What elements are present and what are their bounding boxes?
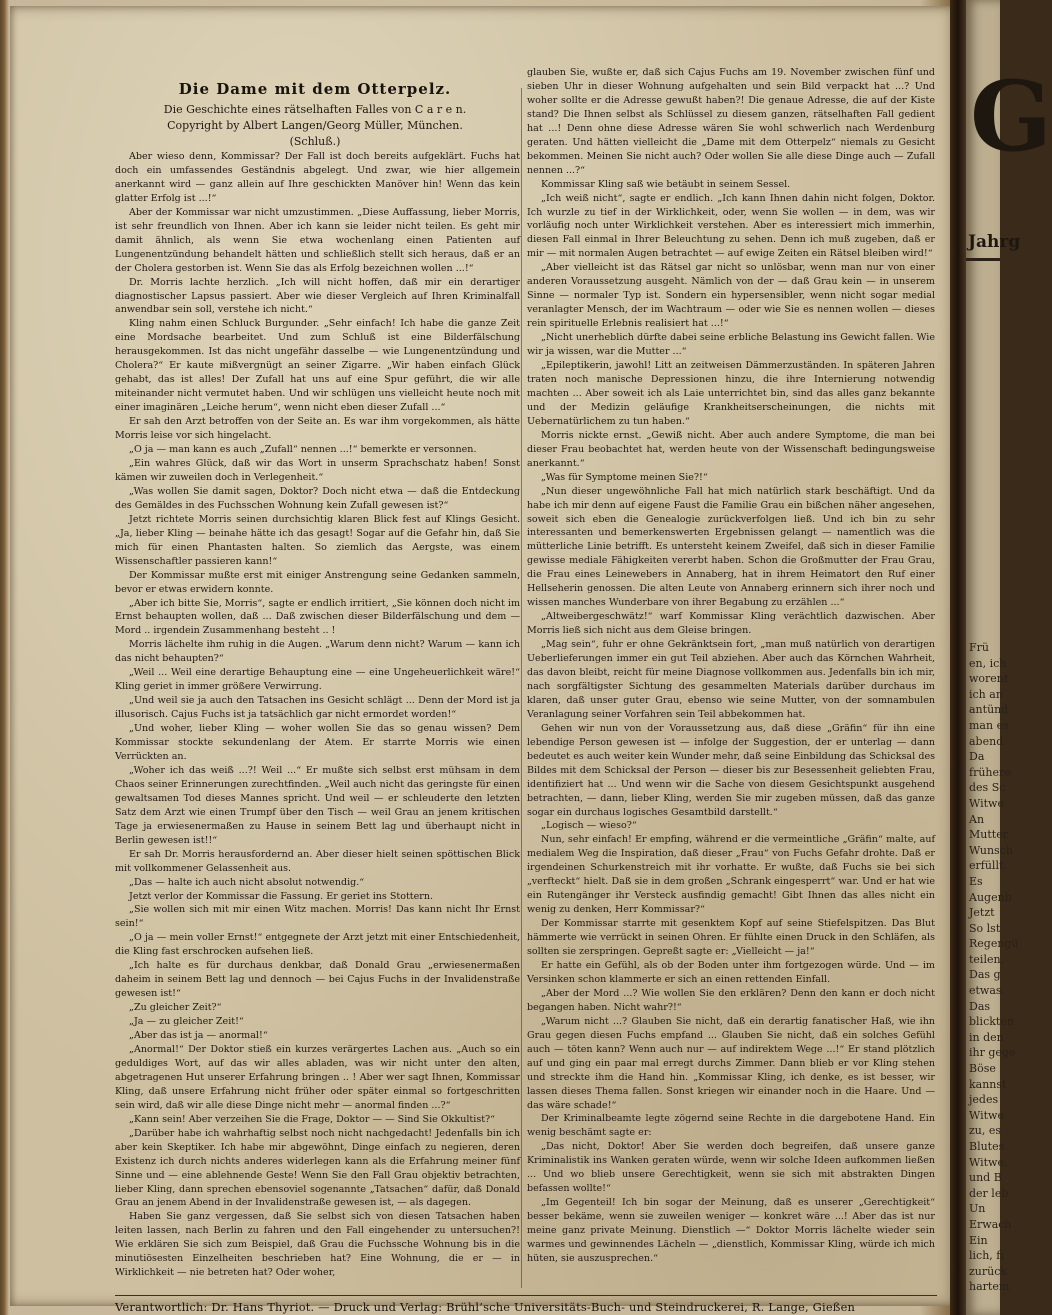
paragraph: Der Kommissar starrte mit gesenktem Kopf auf seine Stiefelspitzen. Das Blut hämmerte wie verrückt in seinen Ohren. Er fühlte einen Druck in den Schläfen, als sollten sie zerspringen. Gepreßt sagte er: „Vielleicht — ja!“ [527,918,935,958]
paragraph: „Weil ... Weil eine derartige Behauptung eine — eine Ungeheuerlichkeit wäre!“ Kling geriet in immer größere Verwirrung. [115,667,520,693]
paragraph: „Aber das ist ja — anormal!“ [129,1030,268,1042]
adjacent-page-line: der leb [969,1186,1009,1200]
adjacent-page-line: Jetzt [969,906,995,920]
adjacent-page-line: antünd [969,703,1009,717]
adjacent-page-line: des Sc [969,781,1006,795]
adjacent-page-line: kannst [969,1077,1007,1091]
paragraph: Er hatte ein Gefühl, als ob der Boden unter ihm fortgezogen würde. Und — im Versinken schon klammerte er sich an einen rettenden Einfall. [527,960,935,985]
paragraph: „Aber ich bitte Sie, Morris“, sagte er endlich irritiert, „Sie können doch nicht im Ernst behaupten wollen, daß ... Daß zwischen dieser Bilderfälschung und dem — Mord .. irgendein Zusammenhang besteht .. ! [115,597,520,637]
paragraph: „Warum nicht ...? Glauben Sie nicht, daß ein derartig fanatischer Haß, wie ihn Grau gegen diesen Fuchs empfand ... Glauben Sie nicht, daß ein solches Gefühl auch — töten kann? Wenn auch nur — auf indirektem Wege ...!“ Er stand plötzlich auf und ging ein paar mal erregt durchs Zimmer. Dann blieb er vor Kling stehen und streckte ihm die Hand hin. „Kommissar Kling, ich denke, es ist besser, wir lassen dieses Thema fallen. Sonst kriegen wir einander noch in die Haare. Und — das wäre schade!“ [527,1015,935,1111]
paragraph: Er sah Dr. Morris herausfordernd an. Aber dieser hielt seinen spöttischen Blick mit vollkommener Gelassenheit aus. [115,848,520,874]
paragraph: „Das — halte ich auch nicht absolut notwendig.“ [129,876,365,888]
adjacent-page-line: Witwe. [969,1155,1008,1169]
adjacent-page-rule [966,258,1000,261]
subtitle-line: Copyright by Albert Langen/Georg Müller, München. [167,119,463,132]
paragraph: glauben Sie, wußte er, daß sich Cajus Fuchs am 19. November zwischen fünf und sieben Uhr in dieser Wohnung aufgehalten und sein Bild verpackt hat ...? Und woher sollte er die Adresse gewußt haben?! Die genaue Adresse, die auf der Kiste stand? Die Ihnen selbst als Schlüssel zu diesem ganzen, rätselhaften Fall gedient hat ...! Denn ohne diese Adresse wären Sie wohl schwerlich nach Werdenburg geraten. Und hätten vielleicht die „Dame mit dem Otterpelz“ niemals zu Gesicht bekommen. Meinen Sie nicht auch? Oder wollen Sie alle diese Dinge auch — Zufall nennen ...?“ [527,67,935,176]
paragraph: „Und woher, lieber Kling — woher wollen Sie das so genau wissen? Dem Kommissar stockte sekundenlang der Atem. Er starrte Morris wie einen Verrückten an. [115,723,520,762]
adjacent-page-line: zurück [969,1264,1008,1278]
adjacent-page-line: jedes [969,1093,999,1107]
paragraph: „Ein wahres Glück, daß wir das Wort in unserm Sprachschatz haben! Sonst kämen wir zuweilen doch in Verlegenheit.“ [115,457,520,483]
paragraph: Haben Sie ganz vergessen, daß Sie selbst sich von diesen Tatsachen haben leiten lassen, nach Berlin zu fahren und den Fall eingehender zu untersuchen?! Wie erklären Sie sich zum Beispiel, daß Grau die Fuchssche Wohnung bis in die minutiösesten Einzelheiten beschrieben hat? Eine Wohnung, die er — in Wirklichkeit — nie betreten hat? Oder woher, [115,1211,520,1279]
adjacent-page-line: frühere [969,765,1011,779]
paragraph: „O ja — man kann es auch „Zufall“ nennen ...!“ bemerkte er versonnen. [129,444,477,456]
paragraph: „Mag sein“, fuhr er ohne Gekränktsein fort, „man muß natürlich von derartigen Ueberlieferungen immer ein gut Teil abziehen. Aber auch das Körnchen Wahrheit, das davon bleibt, reicht für meine Diagnose vollkommen aus. Jedenfalls bin ich mir, nach sorgfältigster Sichtung des gesammelten Materials darüber durchaus im klaren, daß unser guter Grau, ebenso wie seine Mutter, von der somnambulen Veranlagung seiner Vorfahren sein Teil abbekommen hat. [527,639,935,720]
paragraph: „Nun dieser ungewöhnliche Fall hat mich natürlich stark beschäftigt. Und da habe ich mir denn auf eigene Faust die Familie Grau ein bißchen näher angesehen, soweit sich eben die Genealogie zurückverfolgen ließ. Und ich bin zu sehr interessanten und bemerkenswerten Ergebnissen gelangt — namentlich was die mütterliche Linie betrifft. Es untersteht keinem Zweifel, daß sich in dieser Familie gewisse mediale Fähigkeiten vererbt haben. Schon die Großmutter der Frau Grau, die Frau eines Leinewebers in Annaberg, hat in ihrem Heimatort den Ruf einer Hellseherin genossen. Die alten Leute von Annaberg erinnern sich ihrer noch und wissen manches Wunderbare von ihrer Begabung zu erzählen ...“ [527,485,935,609]
article-title: Die Dame mit dem Otterpelz. [178,80,452,98]
article-subtitle [115,102,515,150]
paragraph: „Epileptikerin, jawohl! Litt an zeitweisen Dämmerzuständen. In späteren Jahren traten noch manische Depressionen hinzu, die ihre Internierung notwendig machten ... Aber soweit ich als Laie unterrichtet bin, sind das alles ganz bekannte und der Medizin geläufige Krankheitserscheinungen, die nichts mit Uebernatürlichem zu tun haben.“ [527,360,935,427]
paragraph: Morris lächelte ihm ruhig in die Augen. „Warum denn nicht? Warum — kann ich das nicht behaupten?“ [115,639,520,665]
adjacent-page-line: ihr gege [969,1046,1016,1060]
imprint-footer: Verantwortlich: Dr. Hans Thyriot. — Druck und Verlag: Brühl’sche Universitäts-Buch- und Steindruckerei, R. Lange, Gießen [115,1300,856,1314]
adjacent-page-line: Erwach [969,1217,1012,1231]
right-column [527,66,935,1266]
adjacent-page-line: Regengü [969,937,1019,951]
paragraph: Jetzt richtete Morris seinen durchsichtig klaren Blick fest auf Klings Gesicht. „Ja, lieber Kling — beinahe hätte ich das gesagt! Sogar auf die Gefahr hin, daß Sie mich für einen Phantasten halten. So ziemlich das Aergste, was einem Wissenschaftler passieren kann!“ [115,513,520,567]
adjacent-page-line: Ein [969,1233,988,1247]
paragraph: „Was für Symptome meinen Sie?!“ [541,471,708,483]
adjacent-page-line: Böse [969,1062,996,1076]
subtitle-line: Die Geschichte eines rätselhaften Falles von C a r e n. [163,103,467,116]
adjacent-page-line: blickten [969,1015,1014,1029]
paragraph: „Im Gegenteil! Ich bin sogar der Meinung, daß es unserer „Gerechtigkeit“ besser bekäme, wenn sie zuweilen weniger — konkret wäre ...! Aber das ist nur meine ganz private Meinung. Dienstlich —“ Doktor Morris lächelte wieder sein warmes und gewinnendes Lächeln — „dienstlich, Kommissar Kling, würde ich mich hüten, sie auszusprechen.“ [527,1197,935,1265]
adjacent-page-line: Augenb [969,890,1012,904]
adjacent-page-line: teilen, [969,952,1005,966]
paragraph: „Logisch — wieso?“ [541,820,637,832]
paragraph: Er sah den Arzt betroffen von der Seite an. Es war ihm vorgekommen, als hätte Morris leise vor sich hingelacht. [115,416,520,442]
adjacent-page-line: lich, fi [969,1249,1004,1263]
paragraph: „Anormal!“ Der Doktor stieß ein kurzes verärgertes Lachen aus. „Auch so ein geduldiges Wort, auf das wir alles abladen, was wir nicht unter den alten, abgetragenen Hut unserer Erfahrung bringen .. ! Aber wer sagt Ihnen, Kommissar Kling, daß unsere Erfahrung nicht früher oder später einmal so fortgeschritten sein wird, daß wir alle diese Dinge nicht mehr — anormal finden ...?“ [115,1044,520,1111]
paragraph: Nun, sehr einfach! Er empfing, während er die vermeintliche „Gräfin“ malte, auf medialem Weg die Inspiration, daß dieser „Frau“ von Fuchs Gefahr drohte. Daß er irgendeinen Schurkenstreich mit ihr vorhatte. Er wußte, daß Fuchs sie bei sich „verfteckt“ hielt. Daß sie in dem großen „Schrank eingesperrt“ war. Und er hat wie ein Rutengänger ihr Versteck ausfindig gemacht! Gibt Ihnen das alles nicht ein wenig zu denken, Herr Kommissar?“ [527,834,935,916]
adjacent-page-heading: Jahrg [968,232,1021,252]
column-divider [521,88,522,1288]
paragraph: „Zu gleicher Zeit?“ [129,1002,222,1014]
paragraph: „Woher ich das weiß ...?! Weil ...“ Er mußte sich selbst erst mühsam in dem Chaos seiner Erinnerungen zurechtfinden. „Weil auch nicht das geringste für einen gewaltsamen Tod dieses Mannes spricht. Und weil — er schleuderte den letzten Satz dem Arzt wie einen Trumpf über den Tisch — weil Grau an jenem kritischen Tage ja erwiesenermaßen zu Hause in seinem Bett lag und überhaupt nicht in Berlin gewesen ist!!“ [115,764,520,846]
adjacent-page-line: in den [969,1030,1004,1044]
adjacent-page-line: Un [969,1202,986,1216]
footer-rule [115,1295,937,1296]
paragraph: Der Kommissar mußte erst mit einiger Anstrengung seine Gedanken sammeln, bevor er etwas erwidern konnte. [115,569,520,595]
adjacent-page-text [969,640,1029,1295]
adjacent-page-line: Es [969,874,983,888]
adjacent-page-line: abend [969,734,1004,748]
adjacent-page-line: Wunsch [969,843,1013,857]
adjacent-page-line: Da [969,750,985,764]
subtitle-line: (Schluß.) [289,135,341,148]
adjacent-page-line: Witwe [969,796,1004,810]
adjacent-page-line: zu, es [969,1124,1002,1138]
paragraph: Morris nickte ernst. „Gewiß nicht. Aber auch andere Symptome, die man bei dieser Frau beobachtet hat, werden heute von der Wissenschaft bedingungsweise anerkannt.“ [527,429,935,469]
adjacent-page-line: Das g [969,968,1001,982]
adjacent-page-line: ich an [969,687,1003,701]
adjacent-page-line: worent [969,672,1009,686]
paragraph: „Aber der Mord ...? Wie wollen Sie den erklären? Denn den kann er doch nicht begangen haben. Nicht wahr?!“ [527,987,935,1013]
adjacent-page-line: So lst [969,921,1001,935]
paragraph: „Sie wollen sich mit mir einen Witz machen. Morris! Das kann nicht Ihr Ernst sein!“ [115,904,520,930]
paragraph: „Darüber habe ich wahrhaftig selbst noch nicht nachgedacht! Jedenfalls bin ich aber kein Skeptiker. Ich habe mir abgewöhnt, Dinge einfach zu negieren, deren Existenz ich durch nichts anderes widerlegen kann als die Erfahrung meiner fünf Sinne und — eine ablehnende Geste! Wenn Sie den Fall Grau objektiv betrachten, lieber Kling, dann sprechen ebensoviel sogenannte „Tatsachen“ dafür, daß Donald Grau an jenem Abend in der Invalidenstraße gewesen ist, — als dagegen. [115,1127,520,1209]
paragraph: „Was wollen Sie damit sagen, Doktor? Doch nicht etwa — daß die Entdeckung des Gemäldes in des Fuchsschen Wohnung kein Zufall gewesen ist?“ [115,485,520,511]
adjacent-page-line: und B [969,1171,1002,1185]
adjacent-page-line: Das [969,999,991,1013]
paragraph: Aber der Kommissar war nicht umzustimmen. „Diese Auffassung, lieber Morris, ist sehr freundlich von Ihnen. Aber ich kann sie leider nicht teilen. Es geht mir damit ähnlich, als wenn Sie etwa wochenlang einen Patienten auf Lungenentzündung behandelt hätten und schließlich stellt sich heraus, daß er an der Cholera gestorben ist. Wenn Sie das als Erfolg bezeichnen wollen ...!“ [115,206,520,274]
left-column [115,150,520,1280]
adjacent-page-line: Mutter [969,828,1008,842]
paragraph: „Kann sein! Aber verzeihen Sie die Frage, Doktor — — Sind Sie Okkultist?“ [129,1113,496,1125]
paragraph: Aber wieso denn, Kommissar? Der Fall ist doch bereits aufgeklärt. Fuchs hat doch ein umfassendes Geständnis abgelegt. Und zwar, wie hier allgemein anerkannt wird — ganz allein auf Ihre geschickten Manöver hin! Wenn das kein glatter Erfolg ist ...!“ [115,151,520,204]
adjacent-page-line: An [969,812,985,826]
book-gutter [950,0,966,1315]
adjacent-page-line: Witwe [969,1108,1004,1122]
adjacent-page-line: Frü [969,641,989,654]
paragraph: „Und weil sie ja auch den Tatsachen ins Gesicht schlägt ... Denn der Mord ist ja illusorisch. Cajus Fuchs ist ja tatsächlich gar nicht ermordet worden!“ [115,695,520,721]
paragraph: „Das nicht, Doktor! Aber Sie werden doch begreifen, daß unsere ganze Kriminalistik ins Wanken geraten würde, wenn wir solche Ideen aufkommen ließen ... Und wo blieb unsere Gerechtigkeit, wenn sie sich mit abstrakten Dingen befassen wollte!“ [527,1141,935,1195]
paragraph: „Altweibergeschwätz!“ warf Kommissar Kling verächtlich dazwischen. Aber Morris ließ sich nicht aus dem Gleise bringen. [527,611,935,637]
adjacent-page [966,0,1052,1315]
paragraph: Dr. Morris lachte herzlich. „Ich will nicht hoffen, daß mir ein derartiger diagnostischer Lapsus passiert. Aber wie dieser Vergleich auf Ihren Kriminalfall anwendbar sein soll, verstehe ich nicht.“ [115,276,520,316]
paragraph: „Ja — zu gleicher Zeit!“ [129,1016,244,1028]
adjacent-page-masthead-letter: G [970,60,1052,173]
adjacent-page-line: hartem [969,1280,1010,1294]
adjacent-page-line: en, ich [969,656,1007,670]
paragraph: Der Kriminalbeamte legte zögernd seine Rechte in die dargebotene Hand. Ein wenig beschämt sagte er: [527,1113,935,1139]
paragraph: Jetzt verlor der Kommissar die Fassung. Er geriet ins Stottern. [129,890,434,902]
paragraph: „O ja — mein voller Ernst!“ entgegnete der Arzt jetzt mit einer Entschiedenheit, die Kling fast erschrocken aufsehen ließ. [115,932,520,958]
paragraph: Kling nahm einen Schluck Burgunder. „Sehr einfach! Ich habe die ganze Zeit eine Mordsache bearbeitet. Und zum Schluß ist eine Bilderfälschung herausgekommen. Ist das nicht ungefähr dasselbe — wie Lungenentzündung und Cholera?“ Er kaute mißvergnügt an seiner Zigarre. „Wir haben einfach Glück gehabt, das ist alles! Der Zufall hat uns auf eine Spur geführt, die wir alle miteinander nicht vermutet haben. Und wir schlügen uns vielleicht heute noch mit einer imaginären „Leiche herum“, wenn nicht eben dieser Zufall ...“ [115,318,520,414]
paragraph: „Ich weiß nicht“, sagte er endlich. „Ich kann Ihnen dahin nicht folgen, Doktor. Ich wurzle zu tief in der Wirklichkeit, oder, wenn Sie wollen — in dem, was wir vorläufig noch unter Wirklichkeit verstehen. Aber es interessiert mich immerhin, diesen Fall einmal in Ihrer Beleuchtung zu sehen. Denn ich muß zugeben, daß er mir — mit normalen Augen betrachtet — auf ewige Zeiten ein Rätsel bleiben wird!“ [527,192,935,260]
adjacent-page-line: etwas. [969,984,1006,998]
paragraph: Gehen wir nun von der Voraussetzung aus, daß diese „Gräfin“ für ihn eine lebendige Person gewesen ist — infolge der Suggestion, der er unterlag — dann bedeutet es auch weiter kein Wunder mehr, daß seine Einbildung das Schicksal des Bildes mit dem Schicksal der Person — dieser bis zur Besessenheit geliebten Frau, identifiziert hat ... Und wenn wir die Sache von diesem Gesichtspunkt ausgehend betrachten, — dann, lieber Kling, werden Sie mir zugeben müssen, daß das ganze sogar ein durchaus logisches Gesamtbild darstellt.“ [527,722,935,818]
adjacent-page-line: Blutes [969,1140,1005,1153]
paragraph: „Nicht unerheblich dürfte dabei seine erbliche Belastung ins Gewicht fallen. Wie wir ja wissen, war die Mutter ...“ [527,332,935,358]
paragraph: „Aber vielleicht ist das Rätsel gar nicht so unlösbar, wenn man nur von einer anderen Voraussetzung ausgeht. Nämlich von der — daß Grau kein — in unserem Sinne — normaler Typ ist. Sondern ein hypersensibler, wenn nicht sogar medial veranlagter Mensch, der im Wachtraum — oder wie Sie es nennen wollen — dieses rein spirituelle Erlebnis realisiert hat ...!“ [527,262,935,330]
paragraph: Kommissar Kling saß wie betäubt in seinem Sessel. [541,178,791,190]
adjacent-page-line: man es [969,718,1009,732]
paragraph: „Ich halte es für durchaus denkbar, daß Donald Grau „erwiesenermaßen daheim in seinem Bett lag und dennoch — bei Cajus Fuchs in der Invalidenstraße gewesen ist!“ [115,960,520,1000]
adjacent-page-line: erfüllt. [969,859,1007,873]
